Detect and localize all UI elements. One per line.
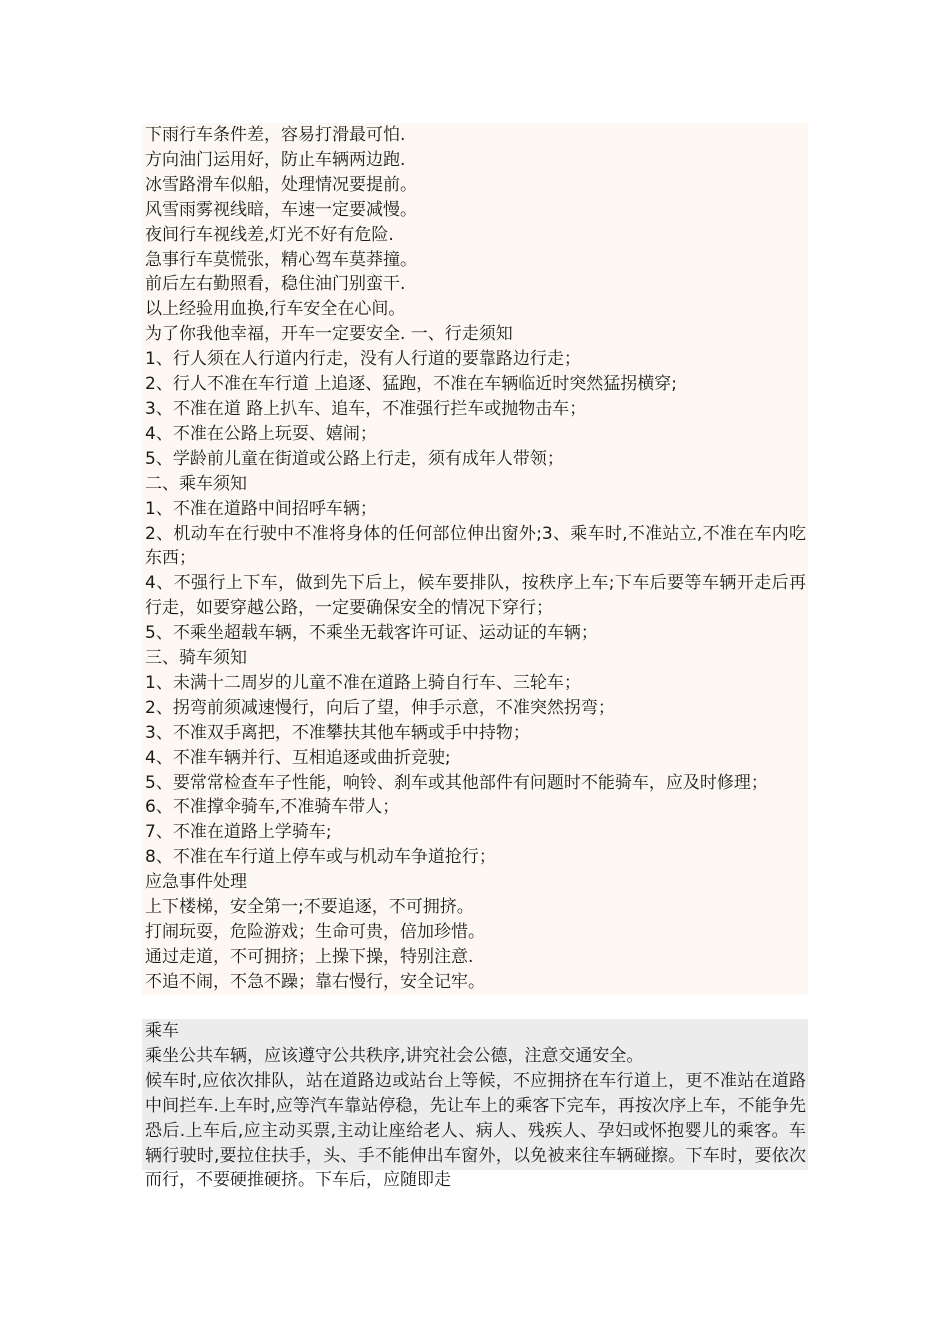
text-line: 以上经验用血换,行车安全在心间。 — [145, 299, 406, 320]
text-line: 冰雪路滑车似船，处理情况要提前。 — [145, 174, 417, 195]
emergency-line: 通过走道，不可拥挤；上操下操，特别注意. — [145, 946, 474, 967]
text-line: 风雪雨雾视线暗，车速一定要减慢。 — [145, 199, 417, 220]
text-line: 夜间行车视线差,灯光不好有危险. — [145, 224, 394, 245]
text-line: 下雨行车条件差，容易打滑最可怕. — [145, 125, 406, 145]
text-line: 前后左右勤照看，稳住油门别蛮干. — [145, 274, 406, 295]
walking-rule: 3、不准在道 路上扒车、追车，不准强行拦车或抛物击车； — [145, 398, 587, 419]
cycling-rule: 8、不准在车行道上停车或与机动车争道抢行； — [145, 847, 496, 868]
cycling-rule: 5、要常常检查车子性能，响铃、刹车或其他部件有问题时不能骑车，应及时修理； — [145, 772, 768, 793]
walking-rule: 2、行人不准在车行道 上追逐、猛跑，不准在车辆临近时突然猛拐横穿; — [145, 374, 677, 395]
cycling-rule: 1、未满十二周岁的儿童不准在道路上骑自行车、三轮车； — [145, 672, 581, 693]
cycling-rule: 3、不准双手离把，不准攀扶其他车辆或手中持物； — [145, 722, 530, 743]
emergency-heading: 应急事件处理 — [145, 872, 247, 893]
riding-rule: 4、不强行上下车，做到先下后上，候车要排队，按秩序上车;下车后要等车辆开走后再行走，如要穿越公路，一定要确保安全的情况下穿行； — [145, 573, 806, 619]
walking-rule: 1、行人须在人行道内行走，没有人行道的要靠路边行走； — [145, 349, 581, 370]
text-line: 急事行车莫慌张，精心驾车莫莽撞。 — [145, 249, 417, 270]
riding-heading: 二、乘车须知 — [145, 473, 247, 494]
safety-rules-section — [142, 123, 808, 995]
cycling-rule: 2、拐弯前须减速慢行，向后了望，伸手示意，不准突然拐弯； — [145, 697, 615, 718]
cycling-rule: 6、不准撑伞骑车,不准骑车带人； — [145, 797, 400, 818]
emergency-line: 上下楼梯，安全第一;不要追逐，不可拥挤。 — [145, 897, 474, 918]
section-heading: 乘车 — [145, 1021, 179, 1041]
bus-riding-section — [142, 1019, 808, 1191]
riding-rule: 1、不准在道路中间招呼车辆； — [145, 498, 377, 519]
text-line: 乘坐公共车辆，应该遵守公共秩序,讲究社会公德，注意交通安全。 — [145, 1045, 644, 1066]
walking-rule: 5、学龄前儿童在街道或公路上行走，须有成年人带领； — [145, 448, 564, 469]
riding-rule: 5、不乘坐超载车辆，不乘坐无载客许可证、运动证的车辆； — [145, 623, 598, 644]
cycling-rule: 4、不准车辆并行、互相追逐或曲折竞驶; — [145, 747, 451, 768]
cycling-heading: 三、骑车须知 — [145, 648, 247, 669]
emergency-line: 不追不闹，不急不躁；靠右慢行，安全记牢。 — [145, 971, 485, 992]
riding-rule: 2、机动车在行驶中不准将身体的任何部位伸出窗外;3、乘车时,不准站立,不准在车内吃东西； — [145, 523, 806, 569]
emergency-line: 打闹玩耍，危险游戏；生命可贵，倍加珍惜。 — [145, 922, 485, 942]
cycling-rule: 7、不准在道路上学骑车; — [145, 822, 332, 843]
walking-rule: 4、不准在公路上玩耍、嬉闹； — [145, 423, 377, 444]
text-line: 方向油门运用好，防止车辆两边跑. — [145, 149, 406, 170]
body-paragraph: 候车时,应依次排队，站在道路边或站台上等候，不应拥挤在车行道上，更不准站在道路中间拦车.上车时,应等汽车靠站停稳，先让车上的乘客下完车，再按次序上车，不能争先恐后.上车后,应主动买票,主动让座给老人、病人、残疾人、孕妇或怀抱婴儿的乘客。车辆行驶时,要拉住扶手，头、手不能伸出车窗外，以免被来往车辆碰擦。下车时，要依次而行，不要硬推硬挤。下车后，应随即走 — [145, 1070, 806, 1191]
walking-heading: 为了你我他幸福，开车一定要安全. 一、行走须知 — [145, 324, 513, 345]
